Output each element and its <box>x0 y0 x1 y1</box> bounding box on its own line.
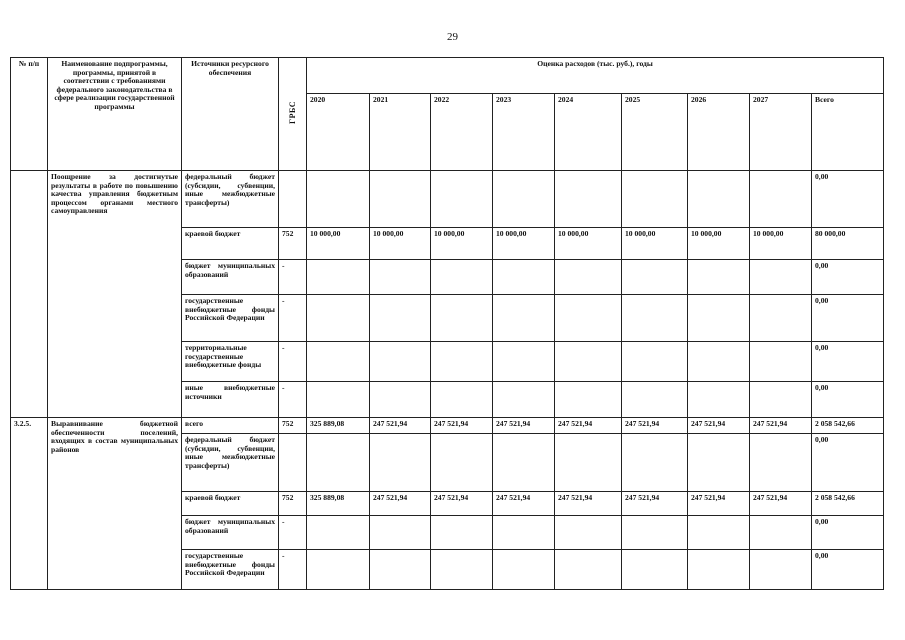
year-value <box>493 434 555 492</box>
total-value: 0,00 <box>812 260 884 295</box>
total-value: 0,00 <box>812 550 884 590</box>
table-row <box>11 418 884 434</box>
year-value <box>431 516 493 550</box>
total-value: 2 058 542,66 <box>812 418 884 434</box>
year-value <box>307 171 370 228</box>
year-value <box>431 382 493 418</box>
year-value <box>370 550 431 590</box>
header-number: № п/п <box>11 58 48 171</box>
funding-source: всего <box>182 418 279 434</box>
total-value: 80 000,00 <box>812 228 884 260</box>
year-value <box>493 516 555 550</box>
year-value <box>307 342 370 382</box>
year-value <box>493 342 555 382</box>
year-value: 247 521,94 <box>750 492 812 516</box>
year-value <box>688 171 750 228</box>
year-value: 10 000,00 <box>555 228 622 260</box>
total-value: 0,00 <box>812 382 884 418</box>
year-value <box>750 382 812 418</box>
grbs-code: - <box>279 382 307 418</box>
year-value: 247 521,94 <box>370 418 431 434</box>
year-value <box>370 295 431 342</box>
year-value: 247 521,94 <box>431 418 493 434</box>
program-name: Поощрение за достигнутые результаты в работе по повышению качества управления бюджетным процессом органами местного самоуправления <box>48 171 182 418</box>
year-value <box>688 434 750 492</box>
year-value <box>431 260 493 295</box>
total-value: 0,00 <box>812 516 884 550</box>
year-value <box>555 295 622 342</box>
header-year: 2021 <box>370 94 431 171</box>
year-value: 247 521,94 <box>622 492 688 516</box>
grbs-code: - <box>279 342 307 382</box>
header-name: Наименование подпрограммы, программы, принятой в соответствии с требованиями федерального законодательства в сфере реализации государственной программы <box>48 58 182 171</box>
grbs-code: 752 <box>279 492 307 516</box>
funding-source: государственные внебюджетные фонды Российской Федерации <box>182 550 279 590</box>
year-value <box>622 295 688 342</box>
grbs-code: - <box>279 295 307 342</box>
year-value <box>688 382 750 418</box>
header-year: 2020 <box>307 94 370 171</box>
year-value <box>555 516 622 550</box>
total-value: 0,00 <box>812 434 884 492</box>
header-year: 2026 <box>688 94 750 171</box>
year-value: 10 000,00 <box>370 228 431 260</box>
grbs-code: - <box>279 260 307 295</box>
year-value <box>370 171 431 228</box>
year-value <box>622 434 688 492</box>
funding-source: территориальные государственные внебюджетные фонды <box>182 342 279 382</box>
header-grbs-label: ГРБС <box>287 101 297 125</box>
year-value: 10 000,00 <box>622 228 688 260</box>
header-year: 2022 <box>431 94 493 171</box>
year-value <box>622 382 688 418</box>
year-value <box>307 295 370 342</box>
year-value <box>431 434 493 492</box>
year-value <box>493 382 555 418</box>
year-value <box>370 342 431 382</box>
header-grbs <box>279 58 307 171</box>
header-sources: Источники ресурсного обеспечения <box>182 58 279 171</box>
total-value: 2 058 542,66 <box>812 492 884 516</box>
year-value <box>688 342 750 382</box>
year-value <box>493 550 555 590</box>
year-value <box>307 382 370 418</box>
year-value <box>493 295 555 342</box>
header-year: 2023 <box>493 94 555 171</box>
year-value <box>431 171 493 228</box>
year-value <box>370 382 431 418</box>
year-value <box>555 342 622 382</box>
row-number: 3.2.5. <box>11 418 48 590</box>
year-value: 247 521,94 <box>493 492 555 516</box>
year-value <box>307 516 370 550</box>
total-value: 0,00 <box>812 171 884 228</box>
year-value <box>555 171 622 228</box>
year-value <box>750 260 812 295</box>
funding-source: бюджет муниципальных образований <box>182 516 279 550</box>
year-value: 10 000,00 <box>688 228 750 260</box>
year-value <box>431 550 493 590</box>
year-value <box>370 434 431 492</box>
year-value: 247 521,94 <box>750 418 812 434</box>
funding-source: государственные внебюджетные фонды Российской Федерации <box>182 295 279 342</box>
funding-source: бюджет муниципальных образований <box>182 260 279 295</box>
year-value: 247 521,94 <box>493 418 555 434</box>
year-value <box>555 434 622 492</box>
year-value <box>431 295 493 342</box>
year-value <box>307 434 370 492</box>
funding-source: иные внебюджетные источники <box>182 382 279 418</box>
year-value <box>688 260 750 295</box>
year-value: 10 000,00 <box>307 228 370 260</box>
row-number <box>11 171 48 418</box>
year-value: 247 521,94 <box>370 492 431 516</box>
year-value <box>750 550 812 590</box>
funding-source: краевой бюджет <box>182 228 279 260</box>
year-value <box>622 550 688 590</box>
header-year: 2027 <box>750 94 812 171</box>
year-value: 247 521,94 <box>622 418 688 434</box>
year-value <box>688 295 750 342</box>
year-value <box>750 342 812 382</box>
header-total: Всего <box>812 94 884 171</box>
year-value: 247 521,94 <box>431 492 493 516</box>
year-value <box>622 171 688 228</box>
year-value <box>688 516 750 550</box>
year-value: 247 521,94 <box>555 492 622 516</box>
year-value <box>555 382 622 418</box>
funding-source: федеральный бюджет (субсидии, субвенции, иные межбюджетные трансферты) <box>182 434 279 492</box>
year-value <box>493 171 555 228</box>
year-value <box>555 260 622 295</box>
year-value <box>493 260 555 295</box>
grbs-code: - <box>279 516 307 550</box>
year-value: 247 521,94 <box>688 492 750 516</box>
year-value: 325 889,08 <box>307 492 370 516</box>
year-value: 325 889,08 <box>307 418 370 434</box>
funding-source: федеральный бюджет (субсидии, субвенции, иные межбюджетные трансферты) <box>182 171 279 228</box>
year-value: 10 000,00 <box>750 228 812 260</box>
year-value: 247 521,94 <box>555 418 622 434</box>
year-value <box>431 342 493 382</box>
year-value <box>750 171 812 228</box>
total-value: 0,00 <box>812 295 884 342</box>
year-value <box>370 516 431 550</box>
year-value <box>307 550 370 590</box>
budget-table <box>10 57 884 590</box>
header-year: 2024 <box>555 94 622 171</box>
year-value <box>750 295 812 342</box>
year-value: 10 000,00 <box>431 228 493 260</box>
grbs-code <box>279 171 307 228</box>
header-costs: Оценка расходов (тыс. руб.), годы <box>307 58 884 94</box>
year-value <box>750 516 812 550</box>
grbs-code <box>279 434 307 492</box>
page-number: 29 <box>447 31 458 43</box>
header-year: 2025 <box>622 94 688 171</box>
year-value <box>688 550 750 590</box>
year-value <box>370 260 431 295</box>
year-value <box>622 516 688 550</box>
year-value <box>307 260 370 295</box>
year-value <box>555 550 622 590</box>
year-value <box>750 434 812 492</box>
grbs-code: - <box>279 550 307 590</box>
year-value: 247 521,94 <box>688 418 750 434</box>
year-value <box>622 342 688 382</box>
funding-source: краевой бюджет <box>182 492 279 516</box>
year-value <box>622 260 688 295</box>
grbs-code: 752 <box>279 418 307 434</box>
grbs-code: 752 <box>279 228 307 260</box>
total-value: 0,00 <box>812 342 884 382</box>
year-value: 10 000,00 <box>493 228 555 260</box>
program-name: Выравнивание бюджетной обеспеченности поселений, входящих в состав муниципальных районов <box>48 418 182 590</box>
table-row <box>11 171 884 228</box>
